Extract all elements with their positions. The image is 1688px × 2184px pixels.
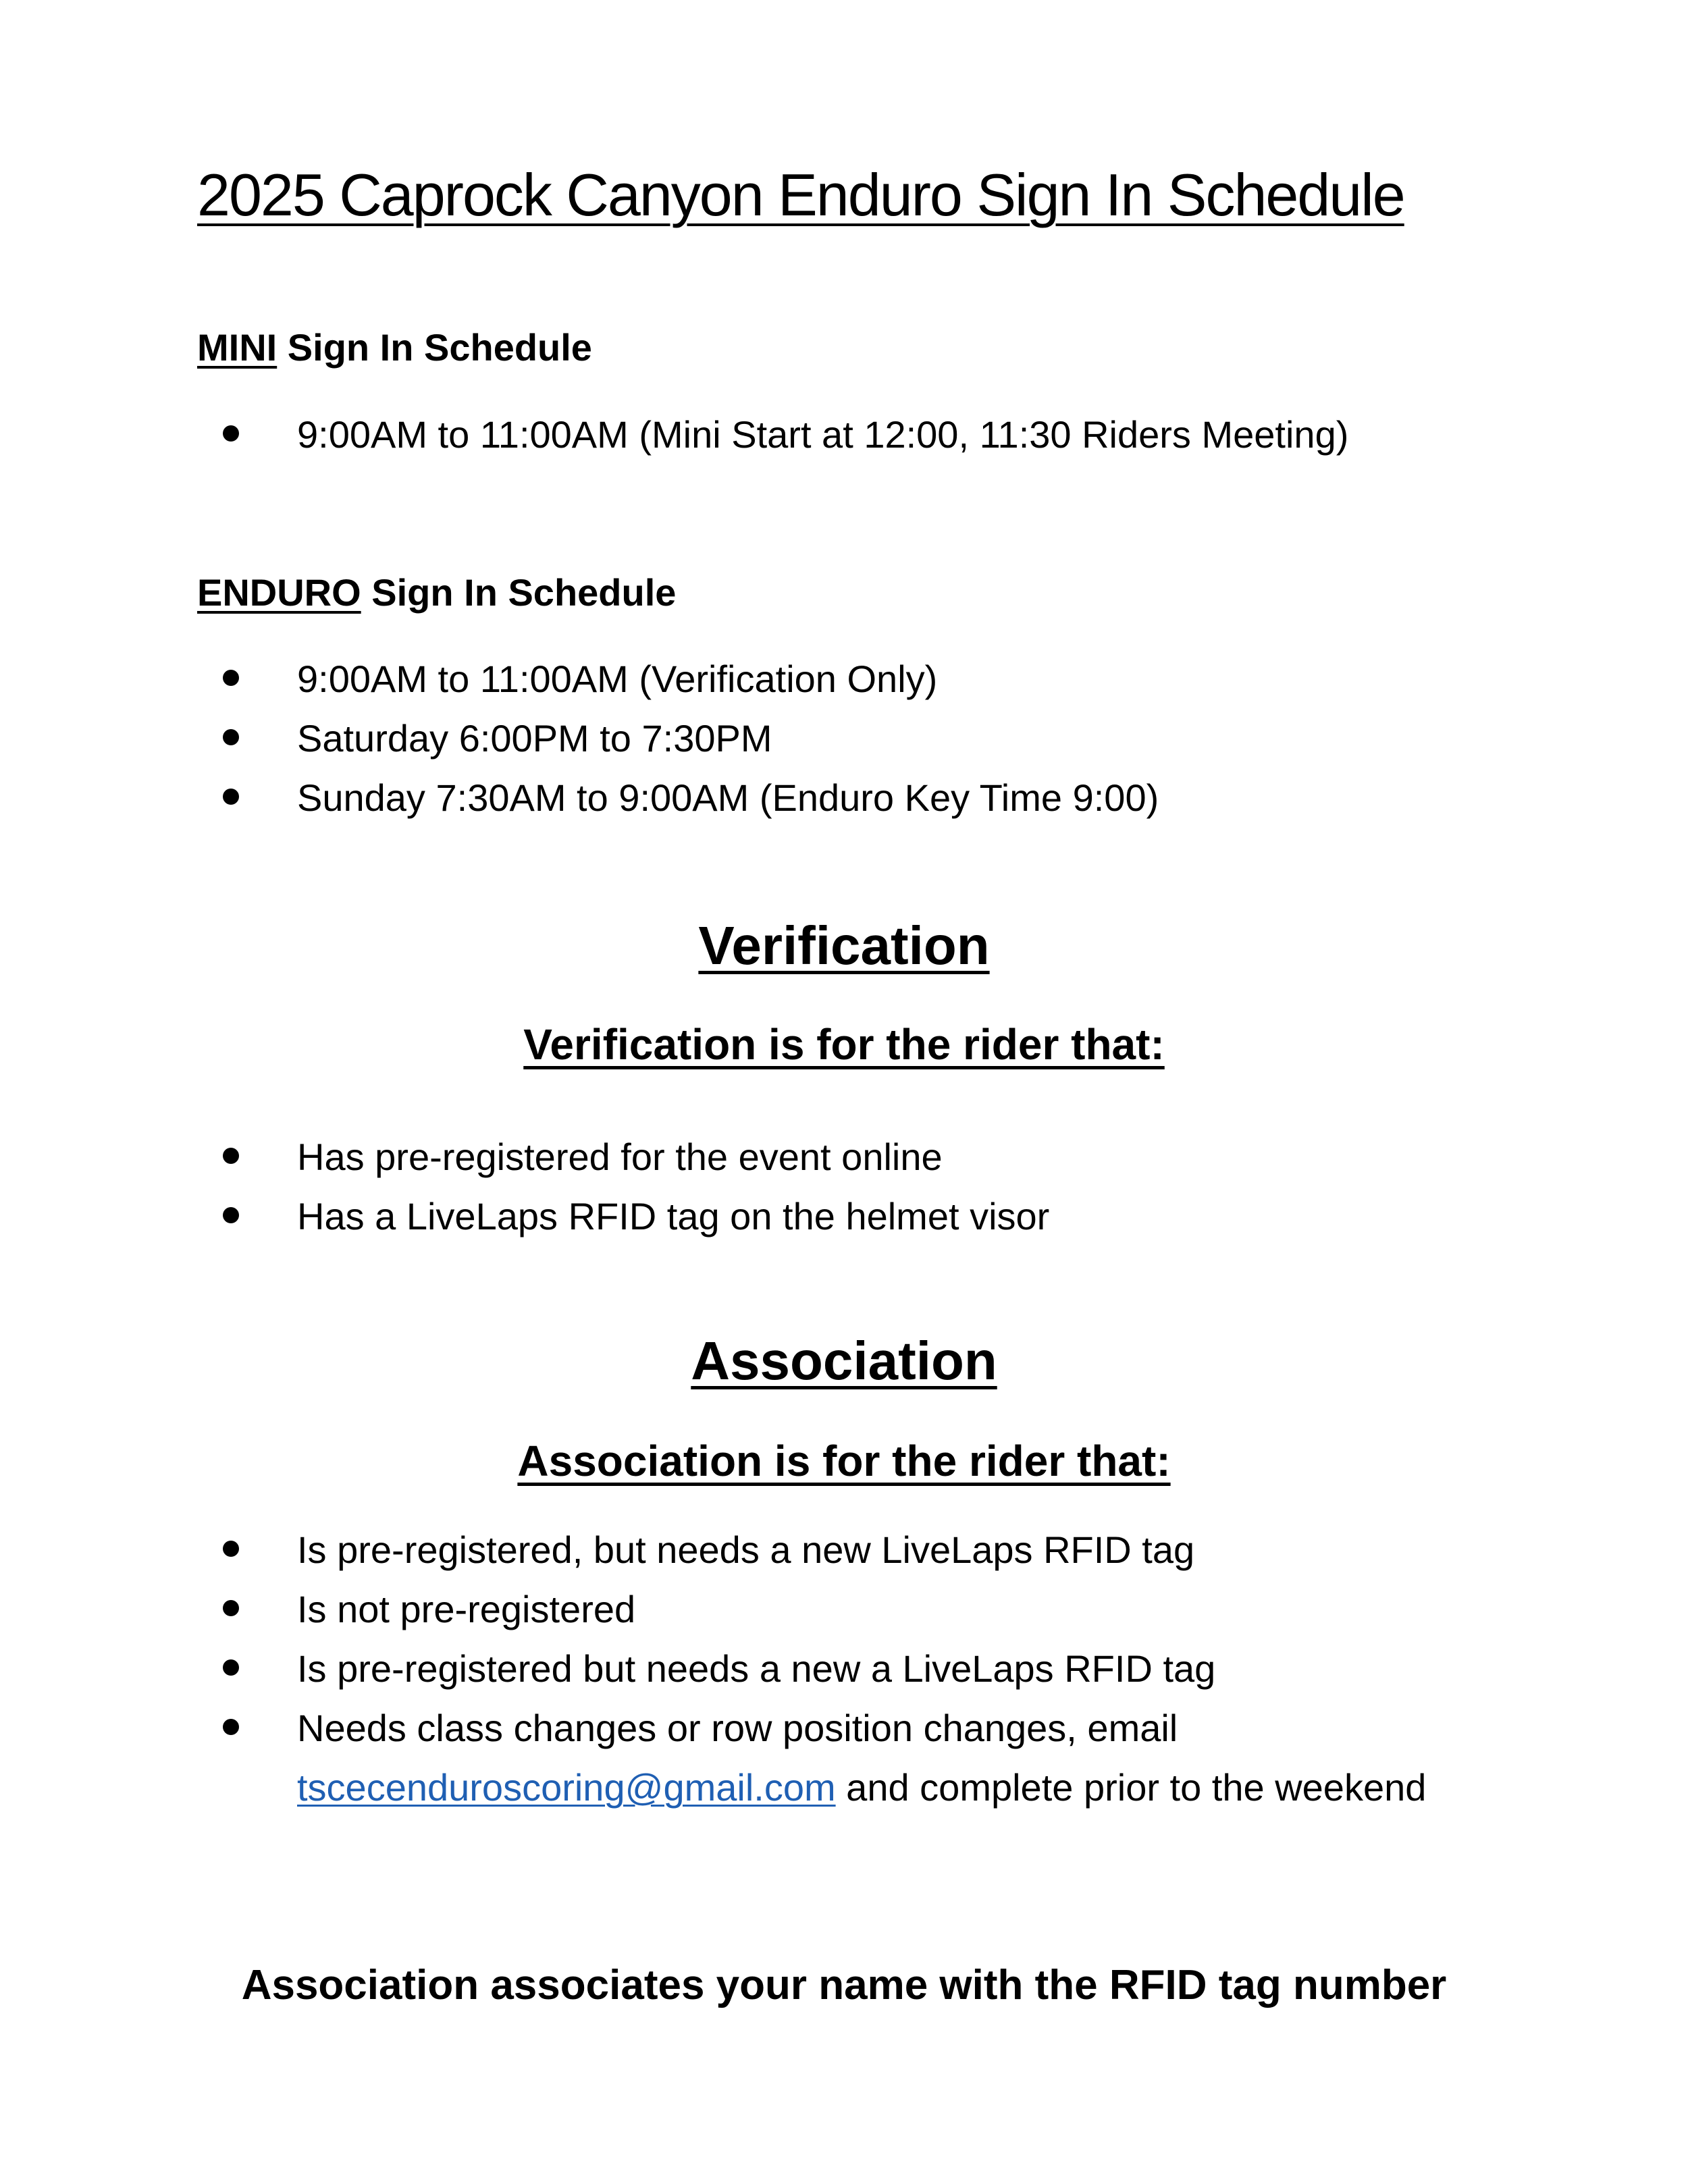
association-item-2: Is not pre-registered	[297, 1588, 636, 1630]
mini-item-1: 9:00AM to 11:00AM (Mini Start at 12:00, 11:30 Riders Meeting)	[297, 413, 1349, 456]
enduro-item-1: 9:00AM to 11:00AM (Verification Only)	[297, 658, 938, 700]
list-item	[297, 405, 1348, 464]
bullet-icon	[223, 1207, 239, 1223]
bullet-icon	[223, 1719, 239, 1735]
verification-item-2: Has a LiveLaps RFID tag on the helmet visor	[297, 1195, 1050, 1237]
enduro-section-heading	[197, 570, 676, 614]
list-item	[297, 1127, 1049, 1187]
bullet-icon	[223, 1600, 239, 1616]
association-heading: Association	[691, 1331, 997, 1391]
list-item	[297, 1639, 1445, 1699]
mini-keyword: MINI	[197, 326, 278, 369]
list-item	[297, 649, 1159, 709]
mini-section-heading	[197, 325, 592, 369]
list-item	[297, 768, 1159, 828]
association-item-4-prefix: Needs class changes or row position changes, email	[297, 1707, 1178, 1749]
mini-heading-rest: Sign In Schedule	[277, 326, 592, 369]
association-item-3: Is pre-registered but needs a new a LiveLaps RFID tag	[297, 1647, 1216, 1690]
mini-schedule-list	[297, 405, 1348, 464]
enduro-keyword: ENDURO	[197, 571, 361, 614]
list-item	[297, 1520, 1445, 1580]
association-footer-note: Association associates your name with the RFID tag number	[241, 1962, 1447, 2008]
association-subheading: Association is for the rider that:	[517, 1437, 1171, 1485]
bullet-icon	[223, 425, 239, 442]
scoring-email-link[interactable]: tscecenduroscoring@gmail.com	[297, 1766, 836, 1809]
list-item	[297, 1187, 1049, 1246]
bullet-icon	[223, 1148, 239, 1164]
verification-item-1: Has pre-registered for the event online	[297, 1136, 943, 1178]
list-item	[297, 709, 1159, 768]
bullet-icon	[223, 729, 239, 745]
enduro-schedule-list	[297, 649, 1159, 828]
bullet-icon	[223, 670, 239, 686]
verification-subheading: Verification is for the rider that:	[523, 1020, 1165, 1069]
enduro-item-3: Sunday 7:30AM to 9:00AM (Enduro Key Time 9:00)	[297, 776, 1159, 819]
list-item	[297, 1580, 1445, 1639]
association-item-4-suffix: and complete prior to the weekend	[835, 1766, 1427, 1809]
enduro-heading-rest: Sign In Schedule	[361, 571, 677, 614]
bullet-icon	[223, 1659, 239, 1676]
association-item-1: Is pre-registered, but needs a new LiveLaps RFID tag	[297, 1528, 1195, 1571]
enduro-item-2: Saturday 6:00PM to 7:30PM	[297, 717, 772, 760]
bullet-icon	[223, 1541, 239, 1557]
association-list	[297, 1520, 1445, 1817]
verification-heading: Verification	[698, 915, 990, 976]
verification-list	[297, 1127, 1049, 1246]
bullet-icon	[223, 789, 239, 805]
document-title: 2025 Caprock Canyon Enduro Sign In Schedule	[197, 161, 1404, 228]
list-item	[297, 1699, 1445, 1817]
